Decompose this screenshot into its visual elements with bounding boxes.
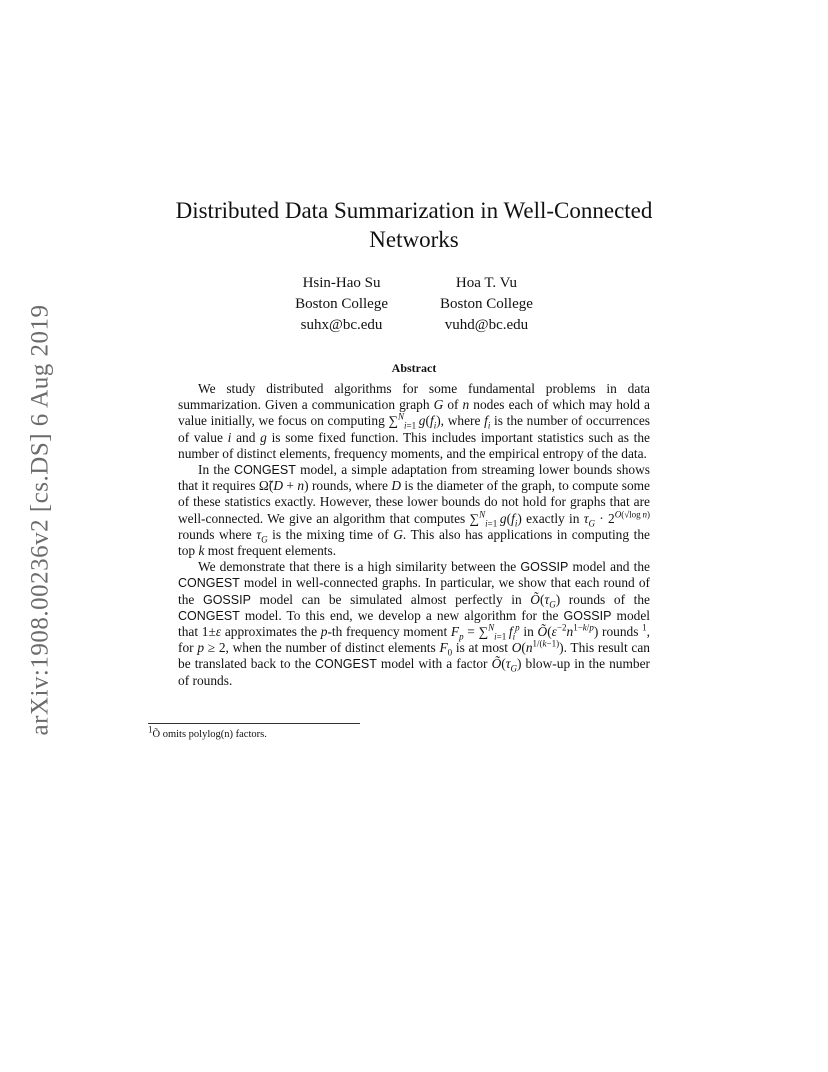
abstract-heading: Abstract xyxy=(391,361,437,375)
paper-title: Distributed Data Summarization in Well-Connected Networks xyxy=(175,198,653,252)
author-name: Hoa T. Vu xyxy=(455,275,518,291)
author-2 xyxy=(440,273,533,336)
author-block xyxy=(150,273,678,336)
author-email: vuhd@bc.edu xyxy=(444,317,529,333)
abstract-body xyxy=(178,381,650,689)
author-name: Hsin-Hao Su xyxy=(302,275,381,291)
abstract-paragraph-1: We study distributed algorithms for some fundamental problems in data summarization. Given a communication graph G of n nodes each of which may hold a value initially, we focus on computing ∑$^N_{i=1}$ $g(f_i)$, where $f_i$ is the number of occurrences of value i and g is some fixed function. This includes important statistics such as the number of distinct elements, frequency moments, and the empirical entropy of the data. xyxy=(178,381,650,461)
author-affiliation: Boston College xyxy=(440,296,533,312)
abstract-paragraph-2: In the CONGEST model, a simple adaptation from streaming lower bounds shows that it requires Ω̃(D + n) rounds, where D is the diameter of the graph, to compute some of these statistics exactly. However, these lower bounds do not hold for graphs that are well-connected. We give an algorithm that computes ∑$^N_{i=1}$ $g(f_i)$ exactly in $\tau_G \cdot 2^{O(√log n)}$ rounds where $\tau_G$ is the mixing time of G. This also has applications in computing the top k most frequent elements. xyxy=(178,462,651,559)
abstract-paragraph-3: We demonstrate that there is a high similarity between the GOSSIP model and the CONGEST model in well-connected graphs. In particular, we show that each round of the GOSSIP model can be simulated almost perfectly in $Õ(\tau_G)$ rounds of the CONGEST model. To this end, we develop a new algorithm for the GOSSIP model that 1±ε approximates the p-th frequency moment $F_p = \sum^N_{i=1}$ $f_i^p$ in $Õ(\varepsilon^{-2}n^{1-k/p})$ rounds $^1$, for p ≥ 2, when the number of distinct elements $F_0$ is at most $O(n^{1/(k-1)})$. This result can be translated back to the CONGEST model with a factor $Õ(\tau_G)$ blow-up in the number of rounds. xyxy=(178,559,651,688)
footnote-rule xyxy=(148,723,360,724)
arxiv-sidebar-stamp xyxy=(22,290,58,750)
author-email: suhx@bc.edu xyxy=(300,317,383,333)
footnote-text: Õ omits polylog(n) factors. xyxy=(152,729,267,740)
author-1 xyxy=(295,273,388,336)
author-affiliation: Boston College xyxy=(295,296,388,312)
footnote xyxy=(148,724,548,740)
arxiv-identifier: arXiv:1908.00236v2 [cs.DS] 6 Aug 2019 xyxy=(26,304,54,736)
footnote-marker: 1 xyxy=(148,724,153,735)
